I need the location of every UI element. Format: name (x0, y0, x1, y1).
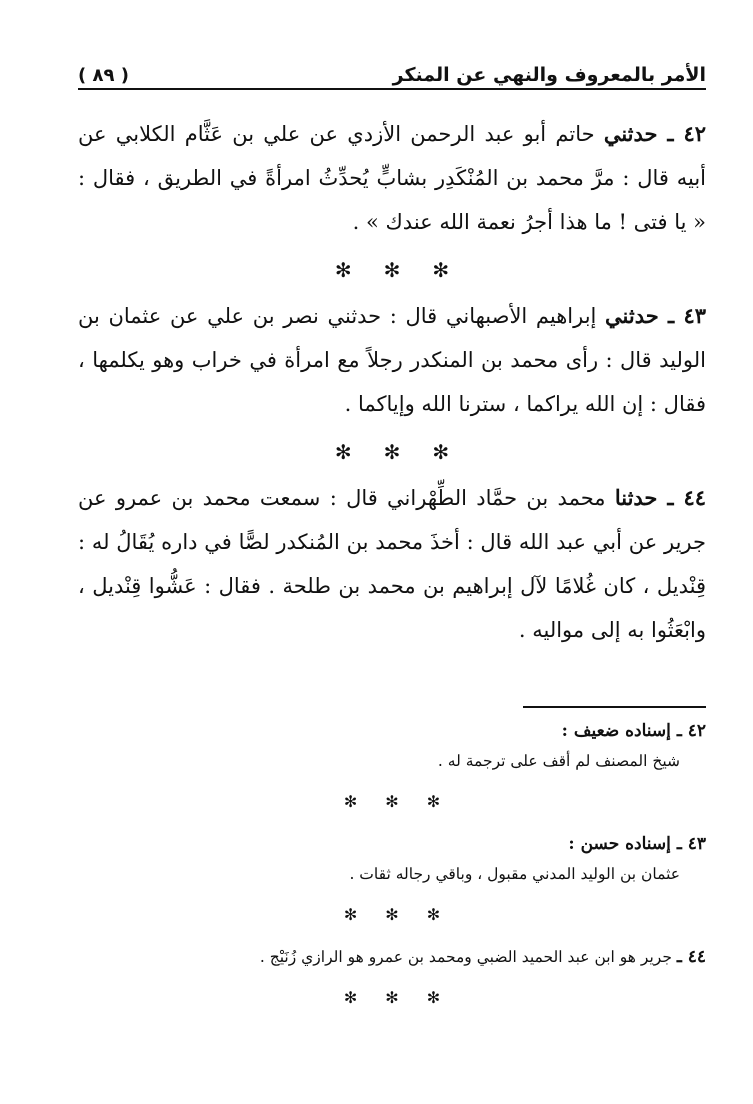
footnote-separator: ✻ ✻ ✻ (343, 905, 441, 924)
footnote-body: عثمان بن الوليد المدني مقبول ، وباقي رجاله ثقات . (349, 865, 680, 883)
footnote-heading: ٤٢ ـ إسناده ضعيف : (561, 721, 706, 741)
main-text (78, 112, 706, 652)
entry-number: ٤٤ ـ حدثنا (614, 485, 706, 510)
footnote-separator: ✻ ✻ ✻ (343, 988, 441, 1007)
entry-number: ٤٣ ـ حدثني (605, 303, 707, 328)
footnote-body: جرير هو ابن عبد الحميد الضبي ومحمد بن عمرو هو الرازي زُنَيْج . (259, 948, 677, 966)
footnote-44 (78, 942, 706, 972)
page-header (78, 58, 706, 90)
footnotes (78, 716, 706, 1025)
entry-number: ٤٢ ـ حدثني (603, 121, 706, 146)
section-separator: ✻ ✻ ✻ (334, 258, 450, 282)
page-number: ( ٨٩ ) (78, 65, 129, 86)
entry-text: إبراهيم الأصبهاني قال : حدثني نصر بن علي عن عثمان بن الوليد قال : رأى محمد بن المنكدر رجلاً مع امرأة في خراب وهو يكلمها ، فقال : إن الله يراكما ، سترنا الله وإياكما . (78, 304, 706, 416)
entry-text: حاتم أبو عبد الرحمن الأزدي عن علي بن عَثَّام الكلابي عن أبيه قال : مرَّ محمد بن المُنْكَدِر بشابٍّ يُحدِّثُ امرأةً في الطريق ، فقال : « يا فتى ! ما هذا أجرُ نعمة الله عندك » . (78, 122, 706, 234)
footnote-rule (523, 706, 706, 708)
footnote-separator: ✻ ✻ ✻ (343, 792, 441, 811)
entry-42 (78, 112, 706, 244)
footnote-number: ٤٤ ـ (676, 947, 706, 967)
footnote-heading: ٤٣ ـ إسناده حسن : (568, 834, 706, 854)
running-title: الأمر بالمعروف والنهي عن المنكر (392, 64, 706, 86)
entry-text: محمد بن حمَّاد الطِّهْراني قال : سمعت محمد بن عمرو عن جرير عن أبي عبد الله قال : أخذَ محمد بن المُنكدر لصًّا في داره يُقَالُ له : قِنْديل ، كان غُلامًا لآل إبراهيم بن محمد بن طلحة . فقال : عَشُّوا قِنْديل ، وابْعَثُوا به إلى مواليه . (78, 486, 706, 642)
entry-43 (78, 294, 706, 426)
entry-44 (78, 476, 706, 652)
footnote-body: شيخ المصنف لم أقف على ترجمة له . (437, 752, 680, 770)
section-separator: ✻ ✻ ✻ (334, 440, 450, 464)
